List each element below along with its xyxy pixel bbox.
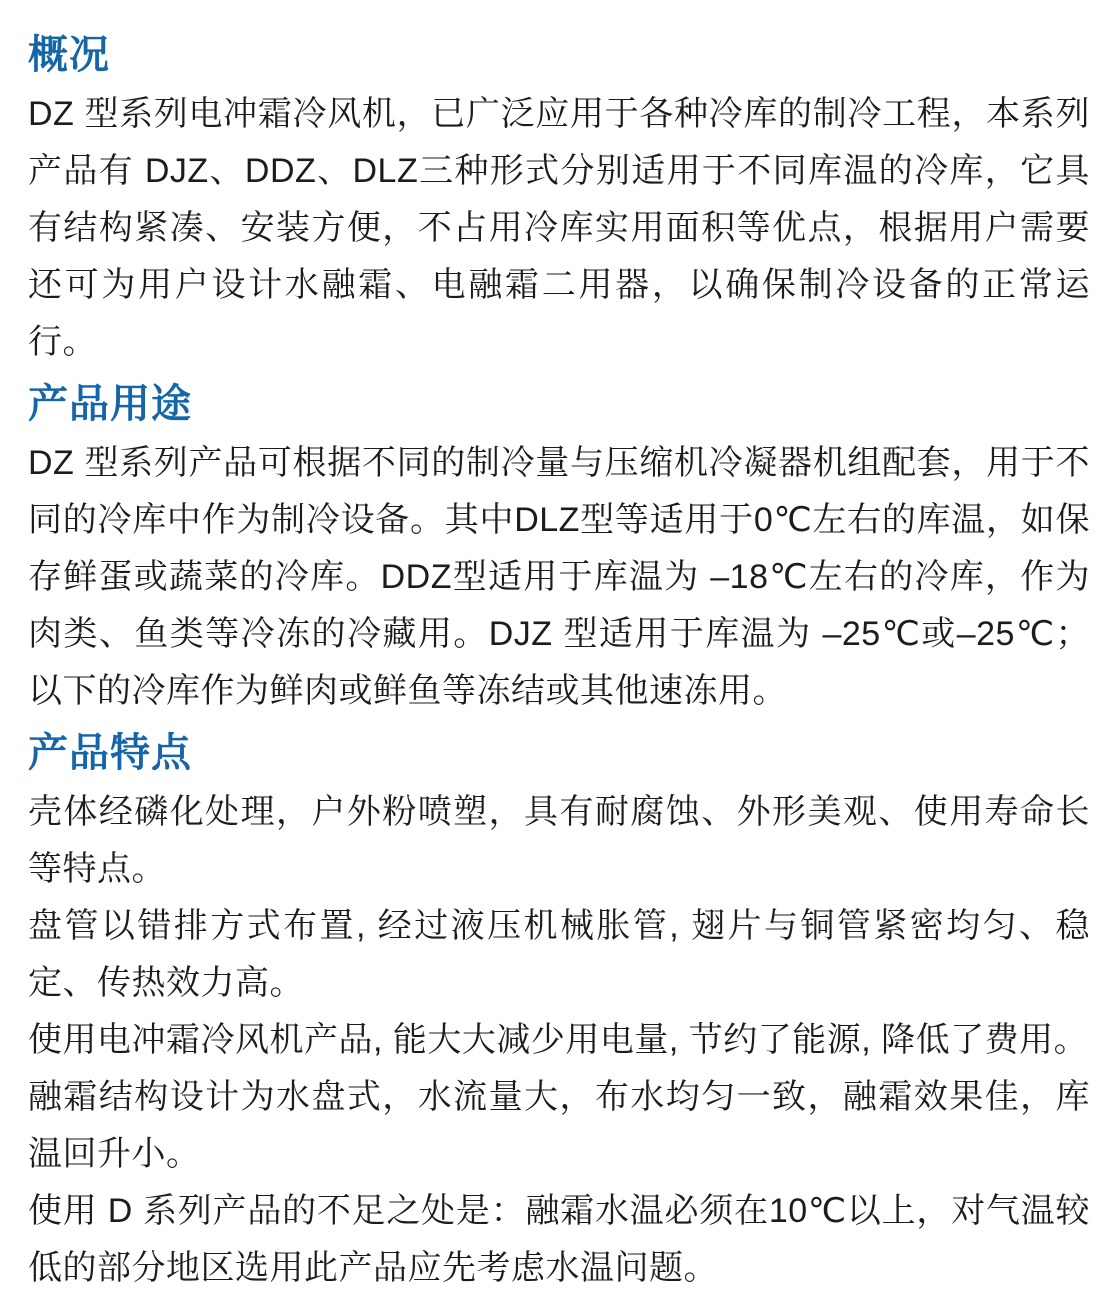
section-features <box>28 728 1090 1297</box>
paragraph-features-4: 融霜结构设计为水盘式，水流量大，布水均匀一致，融霜效果佳，库温回升小。 <box>28 1078 1090 1173</box>
section-uses <box>28 379 1090 720</box>
section-overview <box>28 30 1090 371</box>
section-heading-uses: 产品用途 <box>28 382 192 426</box>
paragraph-overview-1: DZ 型系列电冲霜冷风机，已广泛应用于各种冷库的制冷工程，本系列产品有 DJZ、DDZ、DLZ三种形式分别适用于不同库温的冷库，它具有结构紧凑、安装方便，不占用冷库实用面积等优点，根据用户需要还可为用户设计水融霜、电融霜二用器，以确保制冷设备的正常运行。 <box>28 95 1090 361</box>
paragraph-features-3: 使用电冲霜冷风机产品, 能大大减少用电量, 节约了能源, 降低了费用。 <box>28 1021 1089 1059</box>
paragraph-uses-1: DZ 型系列产品可根据不同的制冷量与压缩机冷凝器机组配套，用于不同的冷库中作为制冷设备。其中DLZ型等适用于0℃左右的库温，如保存鲜蛋或蔬菜的冷库。DDZ型适用于库温为 –18℃左右的冷库，作为肉类、鱼类等冷冻的冷藏用。DJZ 型适用于库温为 –25℃或–25℃；以下的冷库作为鲜肉或鲜鱼等冻结或其他速冻用。 <box>28 444 1090 710</box>
section-heading-features: 产品特点 <box>28 731 192 775</box>
paragraph-features-5: 使用 D 系列产品的不足之处是：融霜水温必须在10℃以上，对气温较低的部分地区选用此产品应先考虑水温问题。 <box>28 1192 1090 1287</box>
section-heading-overview: 概况 <box>28 33 110 77</box>
paragraph-features-2: 盘管以错排方式布置, 经过液压机械胀管, 翅片与铜管紧密均匀、稳定、传热效力高。 <box>28 907 1090 1002</box>
paragraph-features-1: 壳体经磷化处理，户外粉喷塑，具有耐腐蚀、外形美观、使用寿命长等特点。 <box>28 793 1090 888</box>
